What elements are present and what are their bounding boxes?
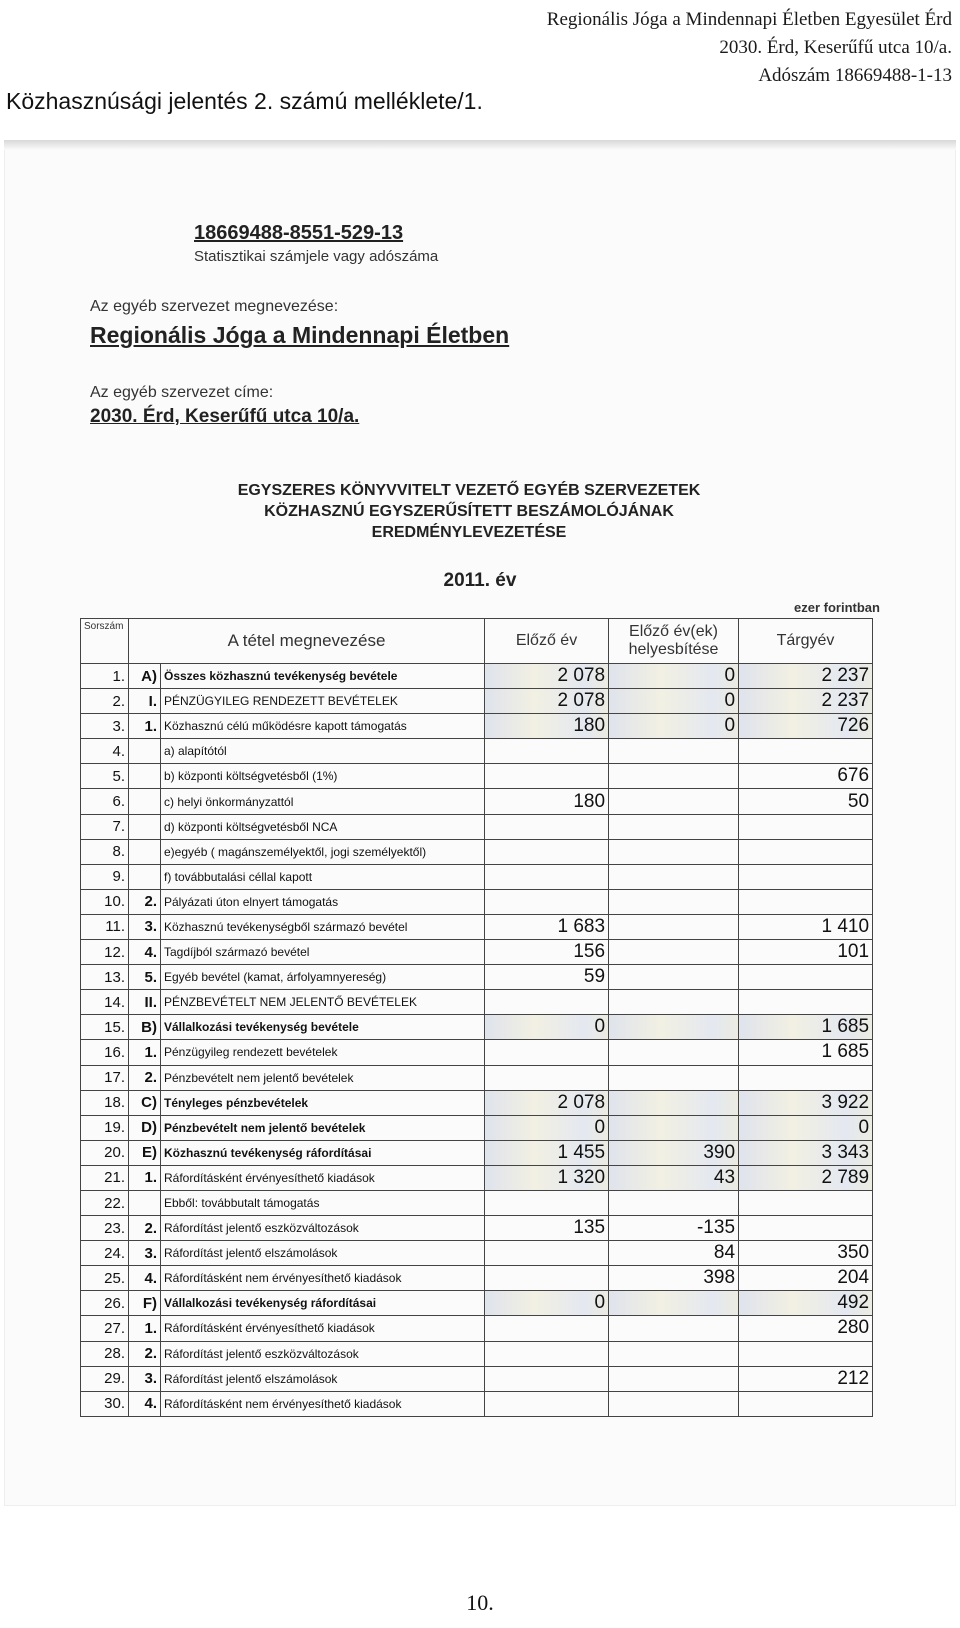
- row-code: [129, 864, 161, 889]
- row-current-year: 2 789: [739, 1165, 873, 1190]
- row-item-name: Ráfordítást jelentő eszközváltozások: [161, 1216, 485, 1241]
- row-current-year: 2 237: [739, 664, 873, 689]
- row-previous-year: 2 078: [485, 1090, 609, 1115]
- row-item-name: PÉNZBEVÉTELT NEM JELENTŐ BEVÉTELEK: [161, 990, 485, 1015]
- row-current-year: 212: [739, 1366, 873, 1391]
- row-number: 4.: [81, 739, 129, 764]
- row-code: 5.: [129, 965, 161, 990]
- row-prior-correction: [609, 889, 739, 914]
- table-row: [81, 1115, 873, 1140]
- row-current-year: [739, 739, 873, 764]
- row-number: 12.: [81, 940, 129, 965]
- table-row: [81, 1090, 873, 1115]
- row-item-name: Tényleges pénzbevételek: [161, 1090, 485, 1115]
- row-previous-year: 2 078: [485, 689, 609, 714]
- row-current-year: 280: [739, 1316, 873, 1341]
- row-number: 22.: [81, 1190, 129, 1215]
- table-row: [81, 1391, 873, 1416]
- table-row: [81, 664, 873, 689]
- row-item-name: Pénzbevételt nem jelentő bevételek: [161, 1065, 485, 1090]
- row-prior-correction: [609, 1341, 739, 1366]
- row-previous-year: [485, 1190, 609, 1215]
- row-number: 23.: [81, 1216, 129, 1241]
- stat-id-block: [194, 222, 438, 265]
- row-item-name: Ráfordításként nem érvényesíthető kiadások: [161, 1391, 485, 1416]
- row-previous-year: [485, 1391, 609, 1416]
- row-prior-correction: 43: [609, 1165, 739, 1190]
- row-prior-correction: [609, 839, 739, 864]
- row-number: 19.: [81, 1115, 129, 1140]
- org-address: 2030. Érd, Keserűfű utca 10/a.: [90, 406, 360, 427]
- row-code: [129, 814, 161, 839]
- row-previous-year: [485, 739, 609, 764]
- currency-unit: ezer forintban: [794, 600, 880, 615]
- row-prior-correction: 390: [609, 1140, 739, 1165]
- table-row: [81, 889, 873, 914]
- row-code: I.: [129, 689, 161, 714]
- row-item-name: e)egyéb ( magánszemélyektől, jogi személyektől): [161, 839, 485, 864]
- stat-number: 18669488-8551-529-13: [194, 222, 404, 244]
- row-code: A): [129, 664, 161, 689]
- row-prior-correction: 84: [609, 1241, 739, 1266]
- row-number: 5.: [81, 764, 129, 789]
- row-previous-year: 1 683: [485, 914, 609, 939]
- row-current-year: 204: [739, 1266, 873, 1291]
- row-previous-year: 0: [485, 1115, 609, 1140]
- row-number: 1.: [81, 664, 129, 689]
- row-item-name: Ebből: továbbutalt támogatás: [161, 1190, 485, 1215]
- letterhead: [547, 6, 952, 90]
- row-prior-correction: 0: [609, 664, 739, 689]
- row-code: [129, 839, 161, 864]
- row-prior-correction: [609, 864, 739, 889]
- row-code: 3.: [129, 1366, 161, 1391]
- row-current-year: [739, 1216, 873, 1241]
- row-current-year: 0: [739, 1115, 873, 1140]
- row-code: [129, 789, 161, 814]
- row-current-year: 492: [739, 1291, 873, 1316]
- row-previous-year: [485, 764, 609, 789]
- row-code: 2.: [129, 1341, 161, 1366]
- report-year: 2011. év: [443, 570, 517, 591]
- row-current-year: 1 410: [739, 914, 873, 939]
- row-prior-correction: 398: [609, 1266, 739, 1291]
- row-number: 13.: [81, 965, 129, 990]
- row-code: 4.: [129, 1391, 161, 1416]
- stat-number-label: Statisztikai számjele vagy adószáma: [194, 248, 439, 265]
- row-prior-correction: 0: [609, 714, 739, 739]
- row-previous-year: 1 320: [485, 1165, 609, 1190]
- row-code: 1.: [129, 1165, 161, 1190]
- row-item-name: Ráfordítást jelentő elszámolások: [161, 1241, 485, 1266]
- row-prior-correction: [609, 1115, 739, 1140]
- row-number: 14.: [81, 990, 129, 1015]
- table-row: [81, 1316, 873, 1341]
- row-current-year: 350: [739, 1241, 873, 1266]
- row-number: 21.: [81, 1165, 129, 1190]
- row-code: 2.: [129, 889, 161, 914]
- table-row: [81, 689, 873, 714]
- row-code: B): [129, 1015, 161, 1040]
- row-current-year: 3 922: [739, 1090, 873, 1115]
- table-row: [81, 1241, 873, 1266]
- row-current-year: 726: [739, 714, 873, 739]
- table-row: [81, 1341, 873, 1366]
- header-row-number: Sorszám: [81, 619, 129, 664]
- row-number: 6.: [81, 789, 129, 814]
- row-prior-correction: [609, 764, 739, 789]
- row-previous-year: [485, 1316, 609, 1341]
- row-item-name: Ráfordításként érvényesíthető kiadások: [161, 1165, 485, 1190]
- row-number: 2.: [81, 689, 129, 714]
- row-code: 4.: [129, 940, 161, 965]
- row-previous-year: 1 455: [485, 1140, 609, 1165]
- table-row: [81, 1040, 873, 1065]
- row-item-name: Közhasznú célú működésre kapott támogatás: [161, 714, 485, 739]
- row-previous-year: 180: [485, 714, 609, 739]
- row-code: 2.: [129, 1065, 161, 1090]
- table-header-row: [81, 619, 873, 664]
- row-code: D): [129, 1115, 161, 1140]
- row-code: 1.: [129, 714, 161, 739]
- row-current-year: 676: [739, 764, 873, 789]
- row-prior-correction: -135: [609, 1216, 739, 1241]
- row-code: 3.: [129, 1241, 161, 1266]
- row-number: 17.: [81, 1065, 129, 1090]
- report-title: [154, 480, 784, 543]
- row-current-year: [739, 1065, 873, 1090]
- row-previous-year: [485, 1341, 609, 1366]
- table-row: [81, 789, 873, 814]
- table-row: [81, 1291, 873, 1316]
- row-item-name: c) helyi önkormányzattól: [161, 789, 485, 814]
- row-number: 28.: [81, 1341, 129, 1366]
- row-code: 3.: [129, 914, 161, 939]
- row-previous-year: [485, 889, 609, 914]
- row-number: 9.: [81, 864, 129, 889]
- row-number: 16.: [81, 1040, 129, 1065]
- row-number: 24.: [81, 1241, 129, 1266]
- row-item-name: Ráfordításként nem érvényesíthető kiadások: [161, 1266, 485, 1291]
- row-number: 7.: [81, 814, 129, 839]
- table-row: [81, 1216, 873, 1241]
- row-code: [129, 1190, 161, 1215]
- row-previous-year: [485, 1241, 609, 1266]
- row-previous-year: 59: [485, 965, 609, 990]
- row-current-year: [739, 839, 873, 864]
- appendix-title: Közhasznúsági jelentés 2. számú melléklete/1.: [6, 88, 483, 114]
- row-current-year: [739, 1341, 873, 1366]
- row-code: 2.: [129, 1216, 161, 1241]
- row-item-name: Ráfordításként érvényesíthető kiadások: [161, 1316, 485, 1341]
- row-previous-year: [485, 1040, 609, 1065]
- row-number: 10.: [81, 889, 129, 914]
- row-previous-year: [485, 1065, 609, 1090]
- row-prior-correction: 0: [609, 689, 739, 714]
- row-item-name: Tagdíjból származó bevétel: [161, 940, 485, 965]
- row-current-year: [739, 965, 873, 990]
- row-item-name: Egyéb bevétel (kamat, árfolyamnyereség): [161, 965, 485, 990]
- row-number: 27.: [81, 1316, 129, 1341]
- org-name: Regionális Jóga a Mindennapi Életben: [90, 322, 510, 348]
- row-item-name: Vállalkozási tevékenység ráfordításai: [161, 1291, 485, 1316]
- table-row: [81, 940, 873, 965]
- table-body: [81, 664, 873, 1417]
- row-prior-correction: [609, 814, 739, 839]
- header-item-name: A tétel megnevezése: [129, 619, 485, 664]
- row-code: [129, 764, 161, 789]
- row-prior-correction: [609, 914, 739, 939]
- row-item-name: b) központi költségvetésből (1%): [161, 764, 485, 789]
- row-number: 3.: [81, 714, 129, 739]
- row-code: F): [129, 1291, 161, 1316]
- row-item-name: Pénzbevételt nem jelentő bevételek: [161, 1115, 485, 1140]
- row-code: II.: [129, 990, 161, 1015]
- row-item-name: Pályázati úton elnyert támogatás: [161, 889, 485, 914]
- page-number: 10.: [466, 1590, 494, 1615]
- table-row: [81, 1190, 873, 1215]
- header-current-year: Tárgyév: [739, 619, 873, 664]
- table-row: [81, 965, 873, 990]
- row-current-year: 50: [739, 789, 873, 814]
- row-prior-correction: [609, 1291, 739, 1316]
- row-item-name: PÉNZÜGYILEG RENDEZETT BEVÉTELEK: [161, 689, 485, 714]
- row-number: 15.: [81, 1015, 129, 1040]
- table-row: [81, 864, 873, 889]
- row-prior-correction: [609, 1090, 739, 1115]
- row-prior-correction: [609, 1015, 739, 1040]
- row-item-name: a) alapítótól: [161, 739, 485, 764]
- report-title-line-1: EGYSZERES KÖNYVVITELT VEZETŐ EGYÉB SZERVEZETEK: [237, 482, 701, 499]
- row-previous-year: 135: [485, 1216, 609, 1241]
- row-item-name: f) továbbutalási céllal kapott: [161, 864, 485, 889]
- row-prior-correction: [609, 1391, 739, 1416]
- row-current-year: [739, 864, 873, 889]
- table-row: [81, 990, 873, 1015]
- row-previous-year: [485, 990, 609, 1015]
- letterhead-address: 2030. Érd, Keserűfű utca 10/a.: [719, 37, 952, 58]
- scan-edge-shadow: [4, 140, 956, 150]
- row-code: E): [129, 1140, 161, 1165]
- row-item-name: d) központi költségvetésből NCA: [161, 814, 485, 839]
- row-current-year: [739, 990, 873, 1015]
- table-row: [81, 914, 873, 939]
- row-current-year: [739, 1391, 873, 1416]
- table-row: [81, 1015, 873, 1040]
- table-row: [81, 1366, 873, 1391]
- row-item-name: Közhasznú tevékenység ráfordításai: [161, 1140, 485, 1165]
- table-row: [81, 1065, 873, 1090]
- row-previous-year: 0: [485, 1015, 609, 1040]
- table-row: [81, 1266, 873, 1291]
- row-current-year: 1 685: [739, 1040, 873, 1065]
- row-current-year: [739, 1190, 873, 1215]
- row-prior-correction: [609, 990, 739, 1015]
- row-code: [129, 739, 161, 764]
- org-address-label: Az egyéb szervezet címe:: [90, 384, 274, 401]
- row-number: 29.: [81, 1366, 129, 1391]
- row-item-name: Pénzügyileg rendezett bevételek: [161, 1040, 485, 1065]
- row-previous-year: [485, 1366, 609, 1391]
- header-previous-year: Előző év: [485, 619, 609, 664]
- row-previous-year: [485, 1266, 609, 1291]
- row-item-name: Ráfordítást jelentő eszközváltozások: [161, 1341, 485, 1366]
- scanned-form: [4, 140, 956, 1506]
- row-item-name: Összes közhasznú tevékenység bevétele: [161, 664, 485, 689]
- row-current-year: 101: [739, 940, 873, 965]
- row-previous-year: 156: [485, 940, 609, 965]
- row-item-name: Ráfordítást jelentő elszámolások: [161, 1366, 485, 1391]
- row-previous-year: [485, 864, 609, 889]
- table-row: [81, 739, 873, 764]
- row-item-name: Közhasznú tevékenységből származó bevétel: [161, 914, 485, 939]
- row-prior-correction: [609, 739, 739, 764]
- row-code: 1.: [129, 1316, 161, 1341]
- row-prior-correction: [609, 1316, 739, 1341]
- row-number: 25.: [81, 1266, 129, 1291]
- income-statement-table: [80, 618, 873, 1417]
- row-number: 26.: [81, 1291, 129, 1316]
- row-code: 1.: [129, 1040, 161, 1065]
- row-code: C): [129, 1090, 161, 1115]
- row-number: 8.: [81, 839, 129, 864]
- row-prior-correction: [609, 1366, 739, 1391]
- row-number: 30.: [81, 1391, 129, 1416]
- org-name-label: Az egyéb szervezet megnevezése:: [90, 298, 339, 315]
- header-prior-correction: Előző év(ek) helyesbítése: [609, 619, 739, 664]
- row-prior-correction: [609, 1040, 739, 1065]
- report-title-line-2: KÖZHASZNÚ EGYSZERŰSÍTETT BESZÁMOLÓJÁNAK: [264, 503, 674, 520]
- row-number: 20.: [81, 1140, 129, 1165]
- table-row: [81, 1165, 873, 1190]
- row-current-year: 1 685: [739, 1015, 873, 1040]
- row-prior-correction: [609, 1065, 739, 1090]
- letterhead-tax-number: Adószám 18669488-1-13: [758, 65, 952, 86]
- row-item-name: Vállalkozási tevékenység bevétele: [161, 1015, 485, 1040]
- table-row: [81, 764, 873, 789]
- row-current-year: [739, 889, 873, 914]
- row-previous-year: [485, 814, 609, 839]
- row-previous-year: 2 078: [485, 664, 609, 689]
- table-row: [81, 814, 873, 839]
- table-row: [81, 1140, 873, 1165]
- row-previous-year: 180: [485, 789, 609, 814]
- row-number: 11.: [81, 914, 129, 939]
- report-title-line-3: EREDMÉNYLEVEZETÉSE: [371, 524, 567, 541]
- row-prior-correction: [609, 1190, 739, 1215]
- row-prior-correction: [609, 789, 739, 814]
- table-row: [81, 839, 873, 864]
- row-number: 18.: [81, 1090, 129, 1115]
- row-current-year: [739, 814, 873, 839]
- table-row: [81, 714, 873, 739]
- row-current-year: 2 237: [739, 689, 873, 714]
- row-code: 4.: [129, 1266, 161, 1291]
- row-previous-year: [485, 839, 609, 864]
- row-prior-correction: [609, 940, 739, 965]
- row-previous-year: 0: [485, 1291, 609, 1316]
- row-prior-correction: [609, 965, 739, 990]
- letterhead-org: Regionális Jóga a Mindennapi Életben Egyesület Érd: [546, 9, 952, 30]
- row-current-year: 3 343: [739, 1140, 873, 1165]
